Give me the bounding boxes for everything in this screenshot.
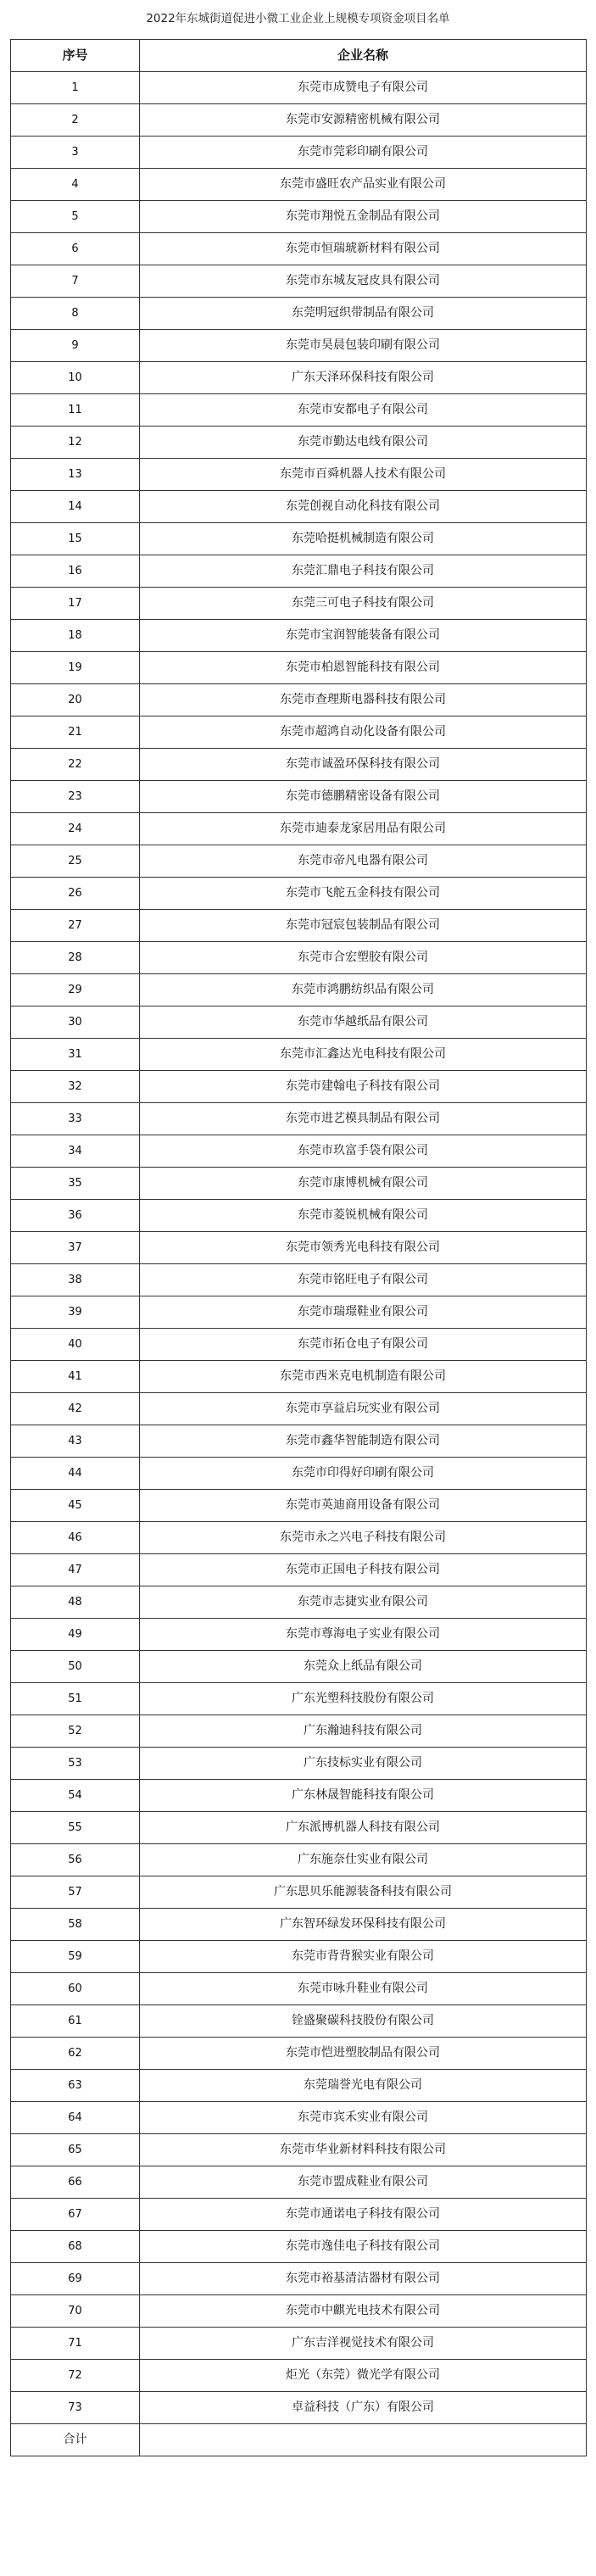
table-row [11,2392,587,2424]
serial-number-cell: 27 [11,910,140,942]
table-row [11,588,587,620]
serial-number-cell: 62 [11,2038,140,2070]
table-row [11,1973,587,2005]
serial-number-cell: 42 [11,1393,140,1425]
company-name-cell: 东莞市成赞电子有限公司 [140,72,587,104]
table-row [11,813,587,845]
company-name-cell: 东莞创视自动化科技有限公司 [140,491,587,523]
serial-number-cell: 37 [11,1232,140,1264]
company-name-cell: 东莞瑞誉光电有限公司 [140,2070,587,2102]
table-row [11,1844,587,1876]
company-name-cell: 东莞市永之兴电子科技有限公司 [140,1522,587,1554]
company-name-cell: 东莞市盛旺农产品实业有限公司 [140,169,587,201]
company-name-cell: 东莞市宾禾实业有限公司 [140,2102,587,2134]
table-row [11,749,587,781]
serial-number-cell: 34 [11,1135,140,1168]
table-row [11,265,587,298]
company-name-cell: 东莞市诚盈环保科技有限公司 [140,749,587,781]
company-name-cell: 广东智环绿发环保科技有限公司 [140,1909,587,1941]
table-row [11,233,587,265]
company-name-cell: 东莞市安源精密机械有限公司 [140,104,587,137]
company-name-cell: 广东技标实业有限公司 [140,1748,587,1780]
table-row [11,1554,587,1586]
company-name-cell: 东莞市盟成鞋业有限公司 [140,2166,587,2199]
serial-number-cell: 23 [11,781,140,813]
serial-number-cell: 11 [11,394,140,427]
company-name-cell: 东莞市瑞璟鞋业有限公司 [140,1296,587,1329]
table-row [11,2070,587,2102]
serial-number-cell: 35 [11,1168,140,1200]
company-name-cell: 东莞市领秀光电科技有限公司 [140,1232,587,1264]
serial-number-cell: 49 [11,1619,140,1651]
table-row [11,845,587,878]
company-name-cell: 东莞市安都电子有限公司 [140,394,587,427]
serial-number-cell: 48 [11,1586,140,1619]
table-row [11,1135,587,1168]
serial-number-cell: 72 [11,2360,140,2392]
serial-number-cell: 41 [11,1361,140,1393]
table-row [11,459,587,491]
header-company-name: 企业名称 [140,40,587,72]
table-row [11,2166,587,2199]
company-name-cell: 东莞市建翰电子科技有限公司 [140,1071,587,1103]
table-row [11,1264,587,1296]
table-row [11,1458,587,1490]
table-row [11,201,587,233]
serial-number-cell: 24 [11,813,140,845]
serial-number-cell: 36 [11,1200,140,1232]
serial-number-cell: 9 [11,330,140,362]
table-row [11,1715,587,1748]
company-name-cell: 东莞市中麒光电技术有限公司 [140,2295,587,2328]
company-name-cell: 东莞市菱锐机械有限公司 [140,1200,587,1232]
total-value [140,2424,587,2456]
serial-number-cell: 10 [11,362,140,394]
serial-number-cell: 32 [11,1071,140,1103]
serial-number-cell: 45 [11,1490,140,1522]
table-row [11,716,587,749]
serial-number-cell: 3 [11,137,140,169]
serial-number-cell: 8 [11,298,140,330]
table-row [11,910,587,942]
company-name-cell: 东莞市合宏塑胶有限公司 [140,942,587,974]
table-row [11,2199,587,2231]
serial-number-cell: 50 [11,1651,140,1683]
table-row [11,2005,587,2038]
company-name-cell: 东莞三可电子科技有限公司 [140,588,587,620]
company-name-cell: 东莞市正国电子科技有限公司 [140,1554,587,1586]
table-row [11,427,587,459]
table-body [11,72,587,2424]
serial-number-cell: 7 [11,265,140,298]
company-name-cell: 东莞市翔悦五金制品有限公司 [140,201,587,233]
serial-number-cell: 6 [11,233,140,265]
table-row [11,1586,587,1619]
company-name-cell: 东莞市英迪商用设备有限公司 [140,1490,587,1522]
table-row [11,394,587,427]
table-row [11,1522,587,1554]
company-name-cell: 东莞市通诺电子科技有限公司 [140,2199,587,2231]
table-row [11,1200,587,1232]
serial-number-cell: 65 [11,2134,140,2166]
serial-number-cell: 54 [11,1780,140,1812]
company-name-cell: 东莞哈挺机械制造有限公司 [140,523,587,555]
serial-number-cell: 30 [11,1006,140,1039]
table-row [11,330,587,362]
table-row [11,1941,587,1973]
company-name-cell: 东莞市华业新材料科技有限公司 [140,2134,587,2166]
company-name-cell: 东莞市帝凡电器有限公司 [140,845,587,878]
company-name-cell: 东莞市逸佳电子科技有限公司 [140,2231,587,2263]
serial-number-cell: 40 [11,1329,140,1361]
company-name-cell: 东莞市百舜机器人技术有限公司 [140,459,587,491]
document-title: 2022年东城街道促进小微工业企业上规模专项资金项目名单 [146,12,450,25]
table-row [11,1490,587,1522]
table-row [11,1876,587,1909]
serial-number-cell: 26 [11,878,140,910]
serial-number-cell: 66 [11,2166,140,2199]
serial-number-cell: 39 [11,1296,140,1329]
table-row [11,942,587,974]
serial-number-cell: 13 [11,459,140,491]
serial-number-cell: 25 [11,845,140,878]
table-row [11,2360,587,2392]
company-name-cell: 东莞市勤达电线有限公司 [140,427,587,459]
serial-number-cell: 57 [11,1876,140,1909]
company-name-cell: 东莞市咏升鞋业有限公司 [140,1973,587,2005]
table-row [11,2134,587,2166]
serial-number-cell: 15 [11,523,140,555]
company-name-cell: 东莞众上纸品有限公司 [140,1651,587,1683]
company-name-cell: 广东林晟智能科技有限公司 [140,1780,587,1812]
company-name-cell: 东莞市汇鑫达光电科技有限公司 [140,1039,587,1071]
company-name-cell: 东莞市昊晨包装印刷有限公司 [140,330,587,362]
serial-number-cell: 22 [11,749,140,781]
total-row [11,2424,587,2456]
serial-number-cell: 53 [11,1748,140,1780]
serial-number-cell: 61 [11,2005,140,2038]
serial-number-cell: 56 [11,1844,140,1876]
serial-number-cell: 4 [11,169,140,201]
serial-number-cell: 16 [11,555,140,588]
table-row [11,2328,587,2360]
serial-number-cell: 63 [11,2070,140,2102]
table-row [11,104,587,137]
company-name-cell: 东莞市迪泰龙家居用品有限公司 [140,813,587,845]
table-row [11,1619,587,1651]
company-name-cell: 东莞市拓仓电子有限公司 [140,1329,587,1361]
serial-number-cell: 5 [11,201,140,233]
serial-number-cell: 29 [11,974,140,1006]
table-row [11,491,587,523]
company-name-cell: 东莞市超鸿自动化设备有限公司 [140,716,587,749]
table-row [11,169,587,201]
table-row [11,1683,587,1715]
table-row [11,2295,587,2328]
company-name-cell: 东莞市德鹏精密设备有限公司 [140,781,587,813]
company-name-cell: 广东天泽环保科技有限公司 [140,362,587,394]
company-name-cell: 东莞市进艺模具制品有限公司 [140,1103,587,1135]
table-row [11,1909,587,1941]
company-name-cell: 广东施奈仕实业有限公司 [140,1844,587,1876]
serial-number-cell: 1 [11,72,140,104]
table-row [11,2263,587,2295]
company-name-cell: 东莞市玖富手袋有限公司 [140,1135,587,1168]
company-name-cell: 东莞市印得好印刷有限公司 [140,1458,587,1490]
company-name-cell: 东莞市查理斯电器科技有限公司 [140,684,587,716]
table-row [11,1103,587,1135]
serial-number-cell: 28 [11,942,140,974]
serial-number-cell: 31 [11,1039,140,1071]
serial-number-cell: 52 [11,1715,140,1748]
table-row [11,1232,587,1264]
total-label: 合计 [11,2424,140,2456]
company-name-cell: 东莞市背背猴实业有限公司 [140,1941,587,1973]
table-row [11,523,587,555]
company-name-cell: 东莞市冠宸包装制品有限公司 [140,910,587,942]
serial-number-cell: 33 [11,1103,140,1135]
serial-number-cell: 21 [11,716,140,749]
company-name-cell: 东莞市飞舵五金科技有限公司 [140,878,587,910]
company-name-cell: 东莞市享益启玩实业有限公司 [140,1393,587,1425]
company-name-cell: 卓益科技（广东）有限公司 [140,2392,587,2424]
table-row [11,72,587,104]
table-row [11,1168,587,1200]
table-row [11,137,587,169]
company-name-cell: 炬光（东莞）微光学有限公司 [140,2360,587,2392]
company-name-cell: 东莞市康博机械有限公司 [140,1168,587,1200]
serial-number-cell: 59 [11,1941,140,1973]
serial-number-cell: 58 [11,1909,140,1941]
serial-number-cell: 69 [11,2263,140,2295]
table-row [11,1329,587,1361]
table-row [11,1039,587,1071]
serial-number-cell: 46 [11,1522,140,1554]
table-row [11,878,587,910]
serial-number-cell: 71 [11,2328,140,2360]
serial-number-cell: 55 [11,1812,140,1844]
serial-number-cell: 44 [11,1458,140,1490]
table-row [11,1425,587,1458]
table-row [11,2102,587,2134]
company-name-cell: 东莞市鑫华智能制造有限公司 [140,1425,587,1458]
table-row [11,781,587,813]
serial-number-cell: 20 [11,684,140,716]
company-name-cell: 东莞市尊海电子实业有限公司 [140,1619,587,1651]
table-row [11,1361,587,1393]
company-list-table [10,39,587,2456]
company-name-cell: 铨盛聚碳科技股份有限公司 [140,2005,587,2038]
serial-number-cell: 67 [11,2199,140,2231]
table-row [11,620,587,652]
serial-number-cell: 43 [11,1425,140,1458]
table-row [11,1812,587,1844]
header-serial-number: 序号 [11,40,140,72]
serial-number-cell: 70 [11,2295,140,2328]
table-row [11,1393,587,1425]
company-name-cell: 东莞汇鼎电子科技有限公司 [140,555,587,588]
serial-number-cell: 73 [11,2392,140,2424]
company-name-cell: 东莞市宝润智能装备有限公司 [140,620,587,652]
serial-number-cell: 17 [11,588,140,620]
company-name-cell: 东莞市志捷实业有限公司 [140,1586,587,1619]
serial-number-cell: 12 [11,427,140,459]
serial-number-cell: 18 [11,620,140,652]
table-row [11,555,587,588]
table-row [11,2231,587,2263]
company-name-cell: 东莞市恒瑞琥新材料有限公司 [140,233,587,265]
serial-number-cell: 19 [11,652,140,684]
serial-number-cell: 38 [11,1264,140,1296]
serial-number-cell: 68 [11,2231,140,2263]
table-row [11,1006,587,1039]
company-name-cell: 东莞市恺进塑胶制品有限公司 [140,2038,587,2070]
table-row [11,298,587,330]
table-row [11,1780,587,1812]
table-row [11,684,587,716]
company-name-cell: 东莞市裕基清洁器材有限公司 [140,2263,587,2295]
table-row [11,974,587,1006]
serial-number-cell: 47 [11,1554,140,1586]
company-name-cell: 东莞市西米克电机制造有限公司 [140,1361,587,1393]
table-row [11,362,587,394]
table-row [11,2038,587,2070]
company-name-cell: 东莞市莞彩印刷有限公司 [140,137,587,169]
serial-number-cell: 51 [11,1683,140,1715]
company-name-cell: 广东吉洋视觉技术有限公司 [140,2328,587,2360]
company-name-cell: 东莞市华越纸品有限公司 [140,1006,587,1039]
table-row [11,1748,587,1780]
company-name-cell: 东莞市铭旺电子有限公司 [140,1264,587,1296]
table-row [11,652,587,684]
serial-number-cell: 64 [11,2102,140,2134]
table-header-row [11,40,587,72]
company-name-cell: 东莞市东城友冠皮具有限公司 [140,265,587,298]
table-row [11,1651,587,1683]
company-name-cell: 广东瀚迪科技有限公司 [140,1715,587,1748]
company-name-cell: 广东派博机器人科技有限公司 [140,1812,587,1844]
company-name-cell: 广东思贝乐能源装备科技有限公司 [140,1876,587,1909]
company-name-cell: 东莞明冠织带制品有限公司 [140,298,587,330]
table-row [11,1071,587,1103]
table-row [11,1296,587,1329]
serial-number-cell: 2 [11,104,140,137]
company-name-cell: 东莞市柏恩智能科技有限公司 [140,652,587,684]
company-name-cell: 东莞市鸿鹏纺织品有限公司 [140,974,587,1006]
serial-number-cell: 14 [11,491,140,523]
serial-number-cell: 60 [11,1973,140,2005]
company-name-cell: 广东光塑科技股份有限公司 [140,1683,587,1715]
